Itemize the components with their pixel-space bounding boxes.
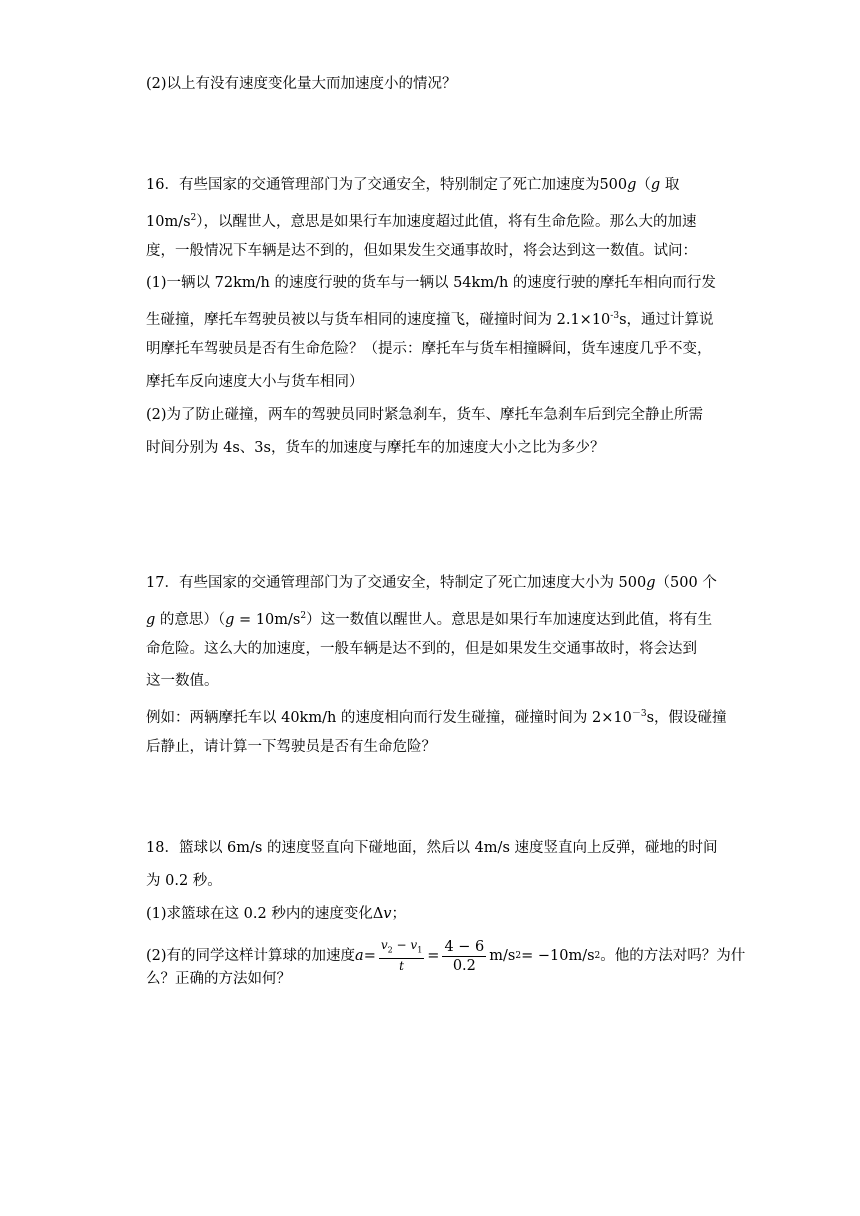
g-symbol: g: [225, 612, 235, 628]
text: 的意思）（: [155, 612, 226, 628]
superscript: 2: [515, 951, 522, 961]
text: 10m/s: [146, 214, 191, 230]
g-symbol: g: [646, 575, 656, 591]
q16-line-2: [146, 208, 697, 232]
q17-line-4: 这一数值。: [146, 673, 219, 689]
g-symbol: g: [146, 612, 156, 628]
text: （: [636, 177, 651, 193]
unit: m/s: [489, 948, 516, 964]
text: = 10m/s: [234, 612, 301, 628]
superscript: 2: [190, 213, 197, 223]
text: 取: [660, 177, 680, 193]
q18-line-2: 为 0.2 秒。: [146, 873, 222, 889]
q17-line-5: [146, 704, 727, 728]
text: (1)求篮球在这 0.2 秒内的速度变化Δ: [146, 906, 384, 922]
text: ）这一数值以醒世人。意思是如果行车加速度达到此值，将有生: [306, 612, 713, 628]
q18-line-3: [146, 904, 406, 924]
superscript: －3: [631, 709, 647, 719]
text: 。他的方法对吗？为什: [600, 948, 746, 964]
q16-line-7: 摩托车反向速度大小与货车相同）: [146, 374, 364, 390]
v2-symbol: v: [380, 938, 388, 953]
g-symbol: g: [627, 177, 637, 193]
q16-line-1: [146, 175, 679, 195]
q16-line-9: 时间分别为 4s、3s，货车的加速度与摩托车的加速度大小之比为多少？: [146, 440, 605, 456]
q16-line-6: 明摩托车驾驶员是否有生命危险？（提示：摩托车与货车相撞瞬间，货车速度几乎不变，: [146, 341, 712, 357]
text: 例如：两辆摩托车以 40km/h 的速度相向而行发生碰撞，碰撞时间为 2×10: [146, 710, 632, 726]
a-symbol: a: [355, 948, 364, 964]
text: 生碰撞，摩托车驾驶员被以与货车相同的速度撞飞，碰撞时间为 2.1×10: [146, 312, 611, 328]
superscript: 2: [300, 611, 307, 621]
denominator: t: [399, 958, 404, 973]
subscript: 2: [387, 945, 393, 955]
text: ；: [391, 906, 406, 922]
q17-line-1: [146, 573, 717, 593]
v-symbol: v: [383, 906, 392, 922]
subscript: 1: [417, 945, 423, 955]
q17-line-6: 后静止，请计算一下驾驶员是否有生命危险？: [146, 739, 436, 755]
q16-line-5: [146, 306, 714, 330]
text: s，通过计算说: [619, 312, 714, 328]
q16-line-4: (1)一辆以 72km/h 的速度行驶的货车与一辆以 54km/h 的速度行驶的摩托车相向而行发: [146, 275, 716, 291]
equals: =: [427, 948, 440, 964]
g-symbol: g: [650, 177, 661, 193]
superscript: -3: [610, 311, 620, 321]
result: = −10m/s: [521, 948, 595, 964]
q17-line-2: [146, 606, 712, 630]
numerator: 4 − 6: [444, 938, 485, 955]
denominator: 0.2: [452, 957, 476, 974]
q15-part2: (2)以上有没有速度变化量大而加速度小的情况？: [146, 76, 457, 92]
q16-line-3: 度，一般情况下车辆是达不到的，但如果发生交通事故时，将会达到这一数值。试问：: [146, 243, 697, 259]
superscript: 2: [594, 951, 601, 961]
q18-line-5: 么？正确的方法如何？: [146, 971, 291, 987]
text: 17．有些国家的交通管理部门为了交通安全，特制定了死亡加速度大小为 500: [146, 575, 647, 591]
text: （500 个: [655, 575, 717, 591]
q18-line-1: 18．篮球以 6m/s 的速度竖直向下碰地面，然后以 4m/s 速度竖直向上反弹，碰地的时间: [146, 840, 718, 856]
text: 16．有些国家的交通管理部门为了交通安全，特别制定了死亡加速度为500: [146, 177, 628, 193]
fraction-numeric: [442, 938, 486, 975]
text: s，假设碰撞: [646, 710, 727, 726]
text: ），以醒世人，意思是如果行车加速度超过此值，将有生命危险。那么大的加速: [196, 214, 697, 230]
minus: −: [392, 938, 411, 953]
fraction-v-over-t: [379, 938, 424, 973]
v1-symbol: v: [410, 938, 418, 953]
q17-line-3: 命危险。这么大的加速度，一般车辆是达不到的，但是如果发生交通事故时，将会达到: [146, 641, 697, 657]
text: (2)有的同学这样计算球的加速度: [146, 948, 356, 964]
equals: =: [363, 948, 376, 964]
numerator: [379, 938, 424, 958]
q16-line-8: (2)为了防止碰撞，两车的驾驶员同时紧急刹车，货车、摩托车急刹车后到完全静止所需: [146, 407, 704, 423]
